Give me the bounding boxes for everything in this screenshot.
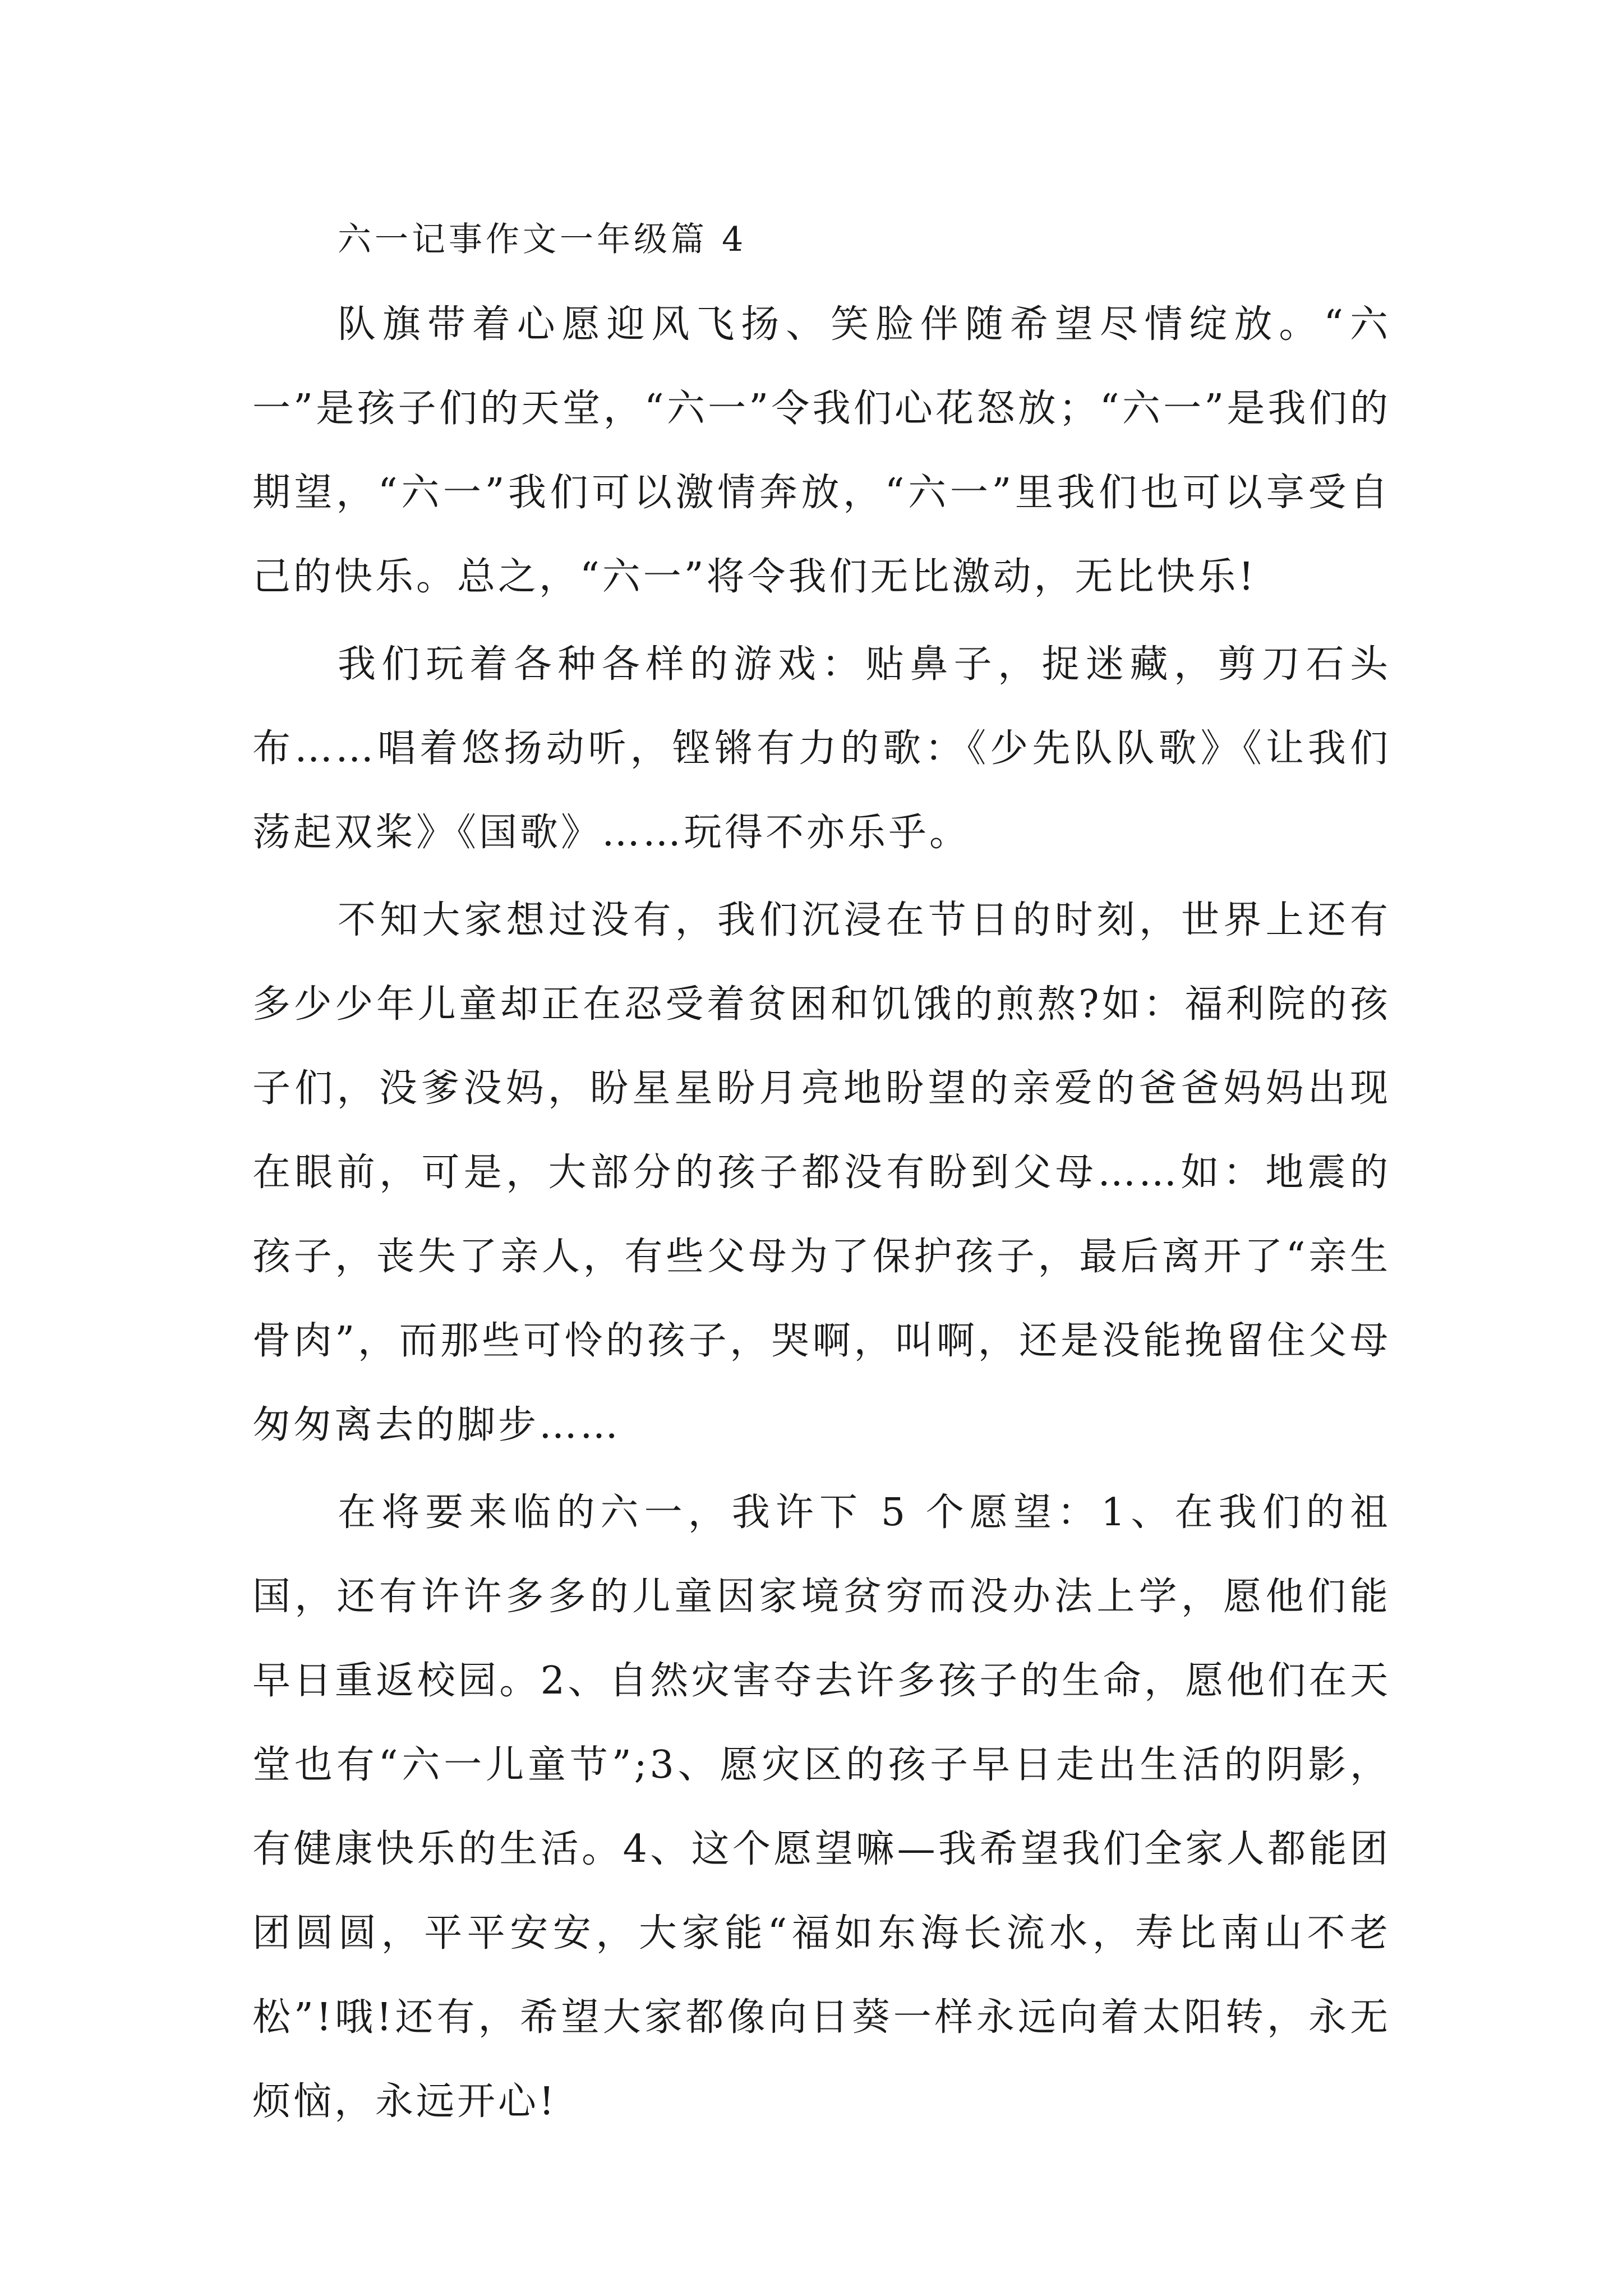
paragraph-3: 不知大家想过没有，我们沉浸在节日的时刻，世界上还有多少少年儿童却正在忍受着贫困和饥饿的煎熬?如：福利院的孩子们，没爹没妈，盼星星盼月亮地盼望的亲爱的爸爸妈妈出现在眼前，可是，大部分的孩子都没有盼到父母……如：地震的孩子，丧失了亲人，有些父母为了保护孩子，最后离开了“亲生骨肉”，而那些可怜的孩子，哭啊，叫啊，还是没能挽留住父母匆匆离去的脚步…… — [252, 898, 1391, 1447]
paragraph-4: 在将要来临的六一，我许下 5 个愿望：1、在我们的祖国，还有许许多多的儿童因家境贫穷而没办法上学，愿他们能早日重返校园。2、自然灾害夺去许多孩子的生命，愿他们在天堂也有“六一儿童节”;3、愿灾区的孩子早日走出生活的阴影，有健康快乐的生活。4、这个愿望嘛—我希望我们全家人都能团团圆圆，平平安安，大家能“福如东海长流水，寿比南山不老松”!哦!还有，希望大家都像向日葵一样永远向着太阳转，永无烦恼，永远开心! — [252, 1490, 1391, 2124]
paragraph-2: 我们玩着各种各样的游戏：贴鼻子，捉迷藏，剪刀石头布……唱着悠扬动听，铿锵有力的歌：《少先队队歌》《让我们荡起双桨》《国歌》……玩得不亦乐乎。 — [252, 642, 1391, 855]
document-body — [252, 212, 1391, 2144]
document-title: 六一记事作文一年级篇 4 — [338, 220, 747, 259]
paragraph-1: 队旗带着心愿迎风飞扬、笑脸伴随希望尽情绽放。“六一”是孩子们的天堂，“六一”令我们心花怒放；“六一”是我们的期望，“六一”我们可以激情奔放，“六一”里我们也可以享受自己的快乐。总之，“六一”将令我们无比激动，无比快乐! — [252, 302, 1391, 599]
